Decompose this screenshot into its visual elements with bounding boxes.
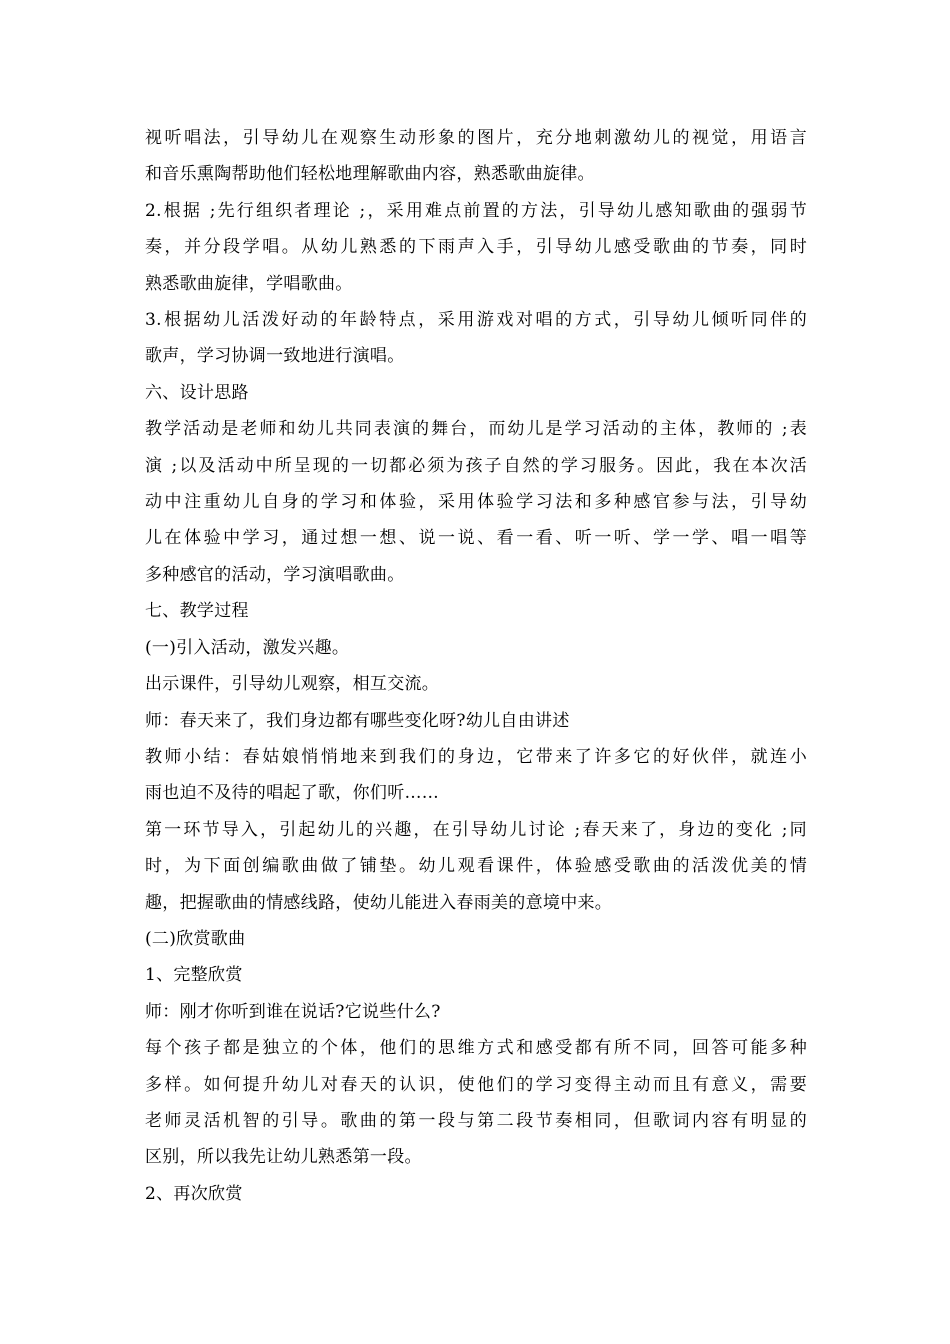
paragraph	[145, 193, 807, 302]
paragraph	[145, 666, 807, 702]
text-line: 出示课件，引导幼儿观察，相互交流。	[145, 674, 440, 695]
text-line: 动中注重幼儿自身的学习和体验，采用体验学习法和多种感官参与法，引导幼	[145, 492, 807, 513]
text-line: 歌声，学习协调一致地进行演唱。	[145, 346, 405, 367]
text-line: 儿在体验中学习，通过想一想、说一说、看一看、听一听、学一学、唱一唱等	[145, 528, 807, 549]
text-line: 教师小结：春姑娘悄悄地来到我们的身边，它带来了许多它的好伙伴，就连小	[145, 746, 807, 767]
subsection-heading	[145, 921, 807, 957]
paragraph	[145, 739, 807, 812]
text-line: 六、设计思路	[145, 382, 249, 403]
text-line: 时，为下面创编歌曲做了铺垫。幼儿观看课件，体验感受歌曲的活泼优美的情	[145, 856, 807, 877]
text-line: 多种感官的活动，学习演唱歌曲。	[145, 564, 405, 585]
text-line: 趣，把握歌曲的情感线路，使幼儿能进入春雨美的意境中来。	[145, 892, 613, 913]
paragraph	[145, 703, 807, 739]
paragraph	[145, 302, 807, 375]
subsection-heading	[145, 630, 807, 666]
text-line: 熟悉歌曲旋律，学唱歌曲。	[145, 273, 353, 294]
text-line: 2、再次欣赏	[145, 1183, 243, 1204]
text-line: 1、完整欣赏	[145, 965, 243, 986]
text-line: 演 ;以及活动中所呈现的一切都必须为孩子自然的学习服务。因此，我在本次活	[145, 455, 807, 476]
text-line: 区别，所以我先让幼儿熟悉第一段。	[145, 1147, 422, 1168]
paragraph	[145, 120, 807, 193]
text-line: 每个孩子都是独立的个体，他们的思维方式和感受都有所不同，回答可能多种	[145, 1038, 807, 1059]
text-line: (二)欣赏歌曲	[145, 928, 246, 949]
paragraph	[145, 1030, 807, 1176]
text-line: 视听唱法，引导幼儿在观察生动形象的图片，充分地刺激幼儿的视觉，用语言	[145, 128, 807, 148]
subsection-heading	[145, 957, 807, 993]
text-line: (一)引入活动，激发兴趣。	[145, 637, 350, 658]
subsection-heading	[145, 1176, 807, 1212]
text-line: 3.根据幼儿活泼好动的年龄特点，采用游戏对唱的方式，引导幼儿倾听同伴的	[145, 310, 807, 331]
text-line: 和音乐熏陶帮助他们轻松地理解歌曲内容，熟悉歌曲旋律。	[145, 164, 595, 185]
text-line: 奏，并分段学唱。从幼儿熟悉的下雨声入手，引导幼儿感受歌曲的节奏，同时	[145, 237, 807, 258]
text-line: 第一环节导入，引起幼儿的兴趣，在引导幼儿讨论 ;春天来了，身边的变化 ;同	[145, 819, 807, 840]
text-line: 教学活动是老师和幼儿共同表演的舞台，而幼儿是学习活动的主体，教师的 ;表	[145, 419, 807, 440]
section-heading	[145, 375, 807, 411]
text-line: 雨也迫不及待的唱起了歌，你们听……	[145, 783, 440, 804]
document-page	[145, 120, 807, 1212]
paragraph	[145, 812, 807, 921]
text-line: 多样。如何提升幼儿对春天的认识，使他们的学习变得主动而且有意义，需要	[145, 1074, 807, 1095]
text-line: 老师灵活机智的引导。歌曲的第一段与第二段节奏相同，但歌词内容有明显的	[145, 1110, 807, 1131]
text-line: 师：春天来了，我们身边都有哪些变化呀?幼儿自由讲述	[145, 710, 570, 731]
text-line: 师：刚才你听到谁在说话?它说些什么?	[145, 1001, 441, 1022]
paragraph	[145, 411, 807, 593]
section-heading	[145, 593, 807, 629]
text-line: 七、教学过程	[145, 601, 249, 622]
text-line: 2.根据 ;先行组织者理论 ;，采用难点前置的方法，引导幼儿感知歌曲的强弱节	[145, 200, 807, 221]
paragraph	[145, 994, 807, 1030]
